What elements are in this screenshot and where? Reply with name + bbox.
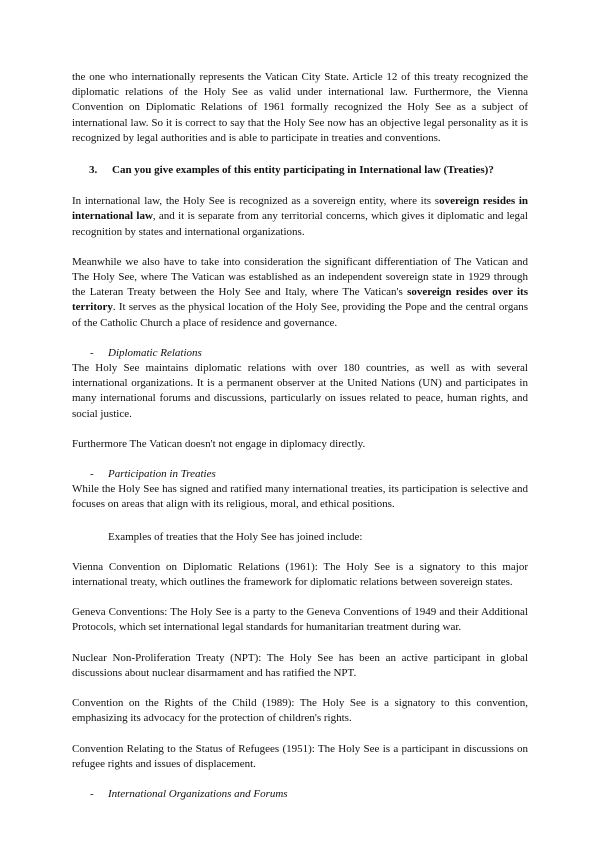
vatican-text-start: Meanwhile we also have to take into consideration the significant differentiation of The Vatican and The Holy See, where The Vatican was established as an independent sovereign state in 1929 through the Lateran Treaty between the Holy See and Italy, where The Vatican's bbox=[72, 255, 528, 299]
organizations-heading bbox=[72, 787, 528, 802]
organizations-title: International Organizations and Forums bbox=[108, 787, 288, 800]
diplomatic-relations-heading bbox=[72, 346, 528, 361]
participation-paragraph: While the Holy See has signed and ratified many international treaties, its participation is selective and focuses on areas that align with its religious, moral, and ethical positions. bbox=[72, 483, 528, 511]
furthermore-paragraph: Furthermore The Vatican doesn't not engage in diplomacy directly. bbox=[72, 437, 366, 450]
sovereignty-text-start: In international law, the Holy See is recognized as a sovereign entity, where its s bbox=[72, 195, 440, 208]
bullet-dash: - bbox=[90, 787, 94, 800]
sovereignty-paragraph bbox=[72, 194, 528, 240]
example-vienna: Vienna Convention on Diplomatic Relations (1961): The Holy See is a signatory to this major international treaty, which outlines the framework for diplomatic relations between sovereign states. bbox=[72, 560, 528, 589]
example-geneva: Geneva Conventions: The Holy See is a party to the Geneva Conventions of 1949 and their Additional Protocols, which set international legal standards for humanitarian treatment during war. bbox=[72, 606, 528, 634]
question-number: 3. bbox=[89, 164, 98, 177]
vatican-text-end: . It serves as the physical location of the Holy See, providing the Pope and the central organs of the Catholic Church a place of residence and governance. bbox=[72, 301, 528, 329]
question-heading bbox=[72, 163, 528, 178]
participation-heading bbox=[72, 467, 528, 482]
question-text: Can you give examples of this entity participating in International law (Treaties)? bbox=[112, 164, 494, 177]
diplomatic-relations-paragraph: The Holy See maintains diplomatic relations with over 180 countries, as well as with several international organizations. It is a permanent observer at the United Nations (UN) and participates in many international forums and discussions, particularly on issues related to peace, human rights, and social justice. bbox=[72, 362, 528, 420]
diplomatic-relations-title: Diplomatic Relations bbox=[108, 346, 202, 359]
vatican-bold: sovereign resides over its territory bbox=[72, 286, 528, 314]
example-child-rights: Convention on the Rights of the Child (1989): The Holy See is a signatory to this convention, emphasizing its advocacy for the protection of children's rights. bbox=[72, 697, 528, 725]
bullet-dash: - bbox=[90, 468, 94, 481]
document-body bbox=[72, 70, 528, 802]
vatican-holy-see-paragraph bbox=[72, 255, 528, 331]
sovereignty-text-end: , and it is separate from any territorial concerns, which gives it diplomatic and legal recognition by states and international organizations. bbox=[72, 210, 528, 238]
bullet-dash: - bbox=[90, 346, 94, 359]
example-npt: Nuclear Non-Proliferation Treaty (NPT): The Holy See has been an active participant in global discussions about nuclear disarmament and has ratified the NPT. bbox=[72, 651, 528, 679]
examples-intro: Examples of treaties that the Holy See has joined include: bbox=[108, 530, 363, 543]
intro-paragraph: the one who internationally represents the Vatican City State. Article 12 of this treaty recognized the diplomatic relations of the Holy See as valid under international law. Furthermore, the Vienna Convention on Diplomatic Relations of 1961 formally recognized the Holy See as a subject of international law. So it is correct to say that the Holy See now has an objective legal personality as it is recognized by legal authorities and is able to participate in treaties and conventions. bbox=[72, 71, 528, 144]
example-refugees: Convention Relating to the Status of Refugees (1951): The Holy See is a participant in discussions on refugee rights and issues of displacement. bbox=[72, 742, 528, 770]
participation-title: Participation in Treaties bbox=[108, 468, 216, 481]
sovereignty-bold: overeign resides in international law bbox=[72, 195, 528, 223]
